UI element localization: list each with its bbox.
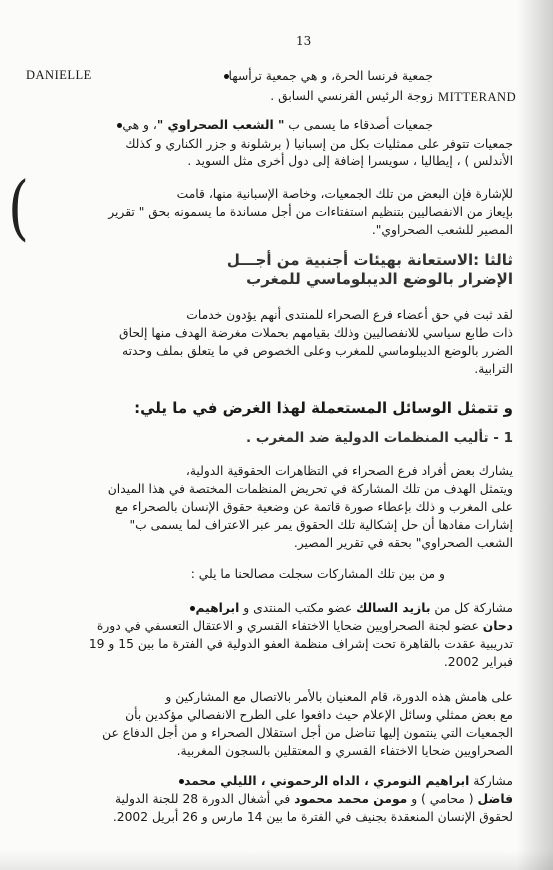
paragraph-line: تدريبية عقدت بالقاهرة تحت إشراف منظمة العفو الدولية في الفترة ما بين 15 و 19 <box>88 637 513 651</box>
person-name: فاضل <box>477 792 513 806</box>
paragraph-text: مشاركة كل من <box>430 601 513 615</box>
paragraph-line: على المغرب و ذلك بإعطاء صورة قاتمة عن وضعية حقوق الإنسان بالصحراء مع <box>115 500 513 514</box>
paragraph-line <box>214 68 433 85</box>
paragraph-text: مشاركة <box>469 774 513 788</box>
latin-name: MITTERAND <box>438 90 517 104</box>
sub-heading: 1 - تأليب المنظمات الدولية ضد المغرب . <box>246 430 513 446</box>
paragraph-line: فبراير 2002. <box>443 655 513 669</box>
paragraph-line <box>115 791 513 808</box>
paragraph-text: في أشغال الدورة 28 للجنة الدولية <box>114 792 295 806</box>
paragraph-text: عضو مكتب المنتدى و <box>239 601 357 615</box>
paragraph-line <box>169 773 513 790</box>
paragraph-line <box>97 618 513 635</box>
section-heading: و تتمثل الوسائل المستعملة لهذا الغرض في ما يلي: <box>134 399 513 417</box>
paragraph-line: زوجة الرئيس الفرنسي السابق . <box>270 89 433 103</box>
handwritten-bracket-icon: ( <box>8 166 30 249</box>
paragraph-text: ، و هي <box>122 118 157 132</box>
paragraph-text: عضو لجنة الصحراويين ضحايا الاختفاء القسري و الاعتقال التعسفي في دورة <box>96 619 483 633</box>
person-name: بازيد السالك <box>356 601 431 615</box>
paragraph-text: جمعية فرنسا الحرة، و هي جمعية ترأسها <box>228 69 433 83</box>
person-name: ابراهيم <box>195 601 240 615</box>
paragraph-line: الجمعيات التي ينتمون إليها تناضل من أجل استقلال الصحراء و من أجل الدفاع عن <box>102 726 513 740</box>
paragraph-line: بإيعاز من الانفصاليين بتنظيم استفتاءات من أجل مساندة ما يسمونه بحق " تقرير <box>108 205 513 219</box>
paragraph-line: الترابية. <box>474 362 513 376</box>
paragraph-line: الصحراويين ضحايا الاختفاء القسري و المعتقلين بالسجون المغربية. <box>176 744 513 758</box>
paragraph-text: ( محامي ) و <box>407 792 478 806</box>
person-name: مومن محمد محمود <box>294 792 408 806</box>
page-number: 13 <box>296 34 312 48</box>
paragraph-line: مع بعض ممثلي وسائل الإعلام حيث دافعوا على الطرح الانفصالي مؤكدين بأن <box>125 708 513 722</box>
bold-term: " الشعب الصحراوي " <box>156 118 285 132</box>
paragraph-text: جمعيات أصدقاء ما يسمى ب <box>284 118 433 132</box>
section-heading: الإضرار بالوضع الديبلوماسي للمغرب <box>246 270 513 288</box>
paragraph-line: ويتمثل الهدف من تلك المشاركة في تحريض المنظمات المختصة في هذا الميدان <box>107 482 513 496</box>
paragraph-line: الشعب الصحراوي" بحقه في تقرير المصير. <box>293 536 513 550</box>
paragraph-line <box>180 600 513 617</box>
paragraph-line: جمعيات تتوفر على ممثليات بكل من إسبانيا ( برشلونة و جزر الكناري و كذلك <box>125 137 513 151</box>
scan-shadow-edge <box>517 0 553 870</box>
scan-shadow-bottom <box>0 850 553 870</box>
paragraph-line: و من بين تلك المشاركات سجلت مصالحنا ما يلي : <box>190 567 445 581</box>
paragraph-line: للإشارة فإن البعض من تلك الجمعيات، وخاصة الإسبانية منها، قامت <box>176 187 513 201</box>
section-heading: ثالثا :الاستعانة بهيئات أجنبية من أجـــل <box>226 251 513 269</box>
paragraph-line: الأندلس ) ، إيطاليا ، سويسرا إضافة إلى دول أخرى مثل السويد . <box>187 154 513 168</box>
paragraph-line <box>107 117 433 134</box>
paragraph-line: يشارك بعض أفراد فرع الصحراء في التظاهرات الحقوقية الدولية، <box>185 464 513 478</box>
person-name: ابراهيم النومري ، الداه الرحموني ، الليلي محمد <box>184 774 470 788</box>
paragraph-line: إشارات مفادها أن حل إشكالية تلك الحقوق يمر عبر الاعتراف لما يسمى ب" <box>129 518 513 532</box>
paragraph-line: ذات طابع سياسي للانفصاليين وذلك بقيامهم بحملات مغرضة الهدف منها إلحاق <box>119 326 513 340</box>
person-name: دحان <box>482 619 513 633</box>
latin-name: DANIELLE <box>26 68 92 82</box>
paragraph-line: لحقوق الإنسان المنعقدة بجنيف في الفترة ما بين 14 مارس و 26 أبريل 2002. <box>112 810 513 824</box>
paragraph-line: المصير للشعب الصحراوي". <box>371 223 513 237</box>
paragraph-line: لقد ثبت في حق أعضاء فرع الصحراء للمنتدى أنهم يؤدون خدمات <box>186 308 513 322</box>
paragraph-line: الضرر بالوضع الديبلوماسي للمغرب وعلى الخصوص في ما يتعلق بملف وحدته <box>122 344 513 358</box>
paragraph-line: على هامش هذه الدورة، قام المعنيان بالأمر بالاتصال مع المشاركين و <box>165 690 513 704</box>
